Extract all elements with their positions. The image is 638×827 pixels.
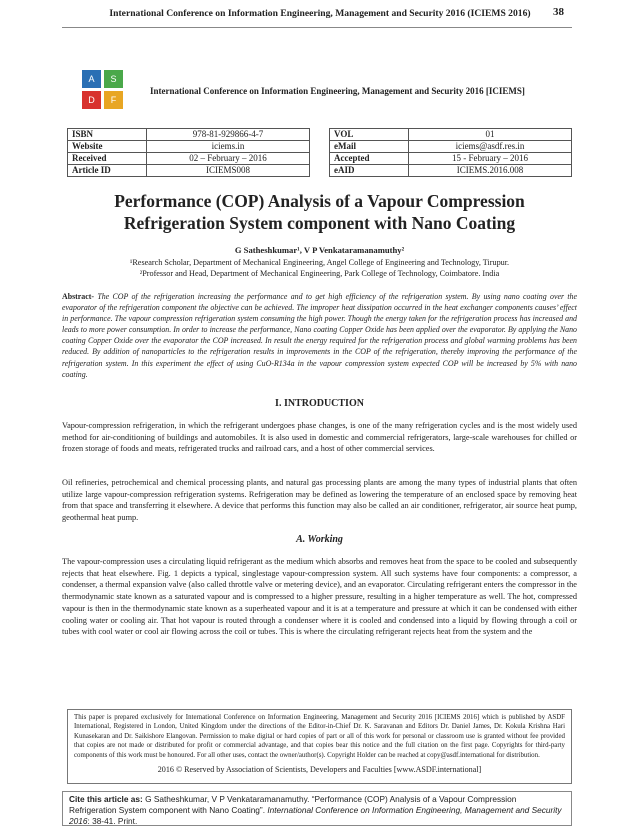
running-head: International Conference on Information Engineering, Management and Security 2016 (ICIEMS 2016): [109, 8, 531, 19]
logo-square-d: [82, 91, 101, 109]
affiliation-1: ¹Research Scholar, Department of Mechanical Engineering, Angel College of Engineering and Technology, Tirupur.: [129, 258, 510, 267]
citation-conference: International Conference on Information Engineering, Management and Security 2016: [69, 805, 562, 826]
meta-value: 01: [409, 129, 572, 141]
footer-copyright: 2016 © Reserved by Association of Scientists, Developers and Faculties [www.ASDF.international]: [157, 765, 482, 775]
page-number: 38: [553, 6, 564, 18]
meta-table-right: [329, 128, 572, 177]
footer-notice: This paper is prepared exclusively for International Conference on Information Engineering, Management and Security 2016 [ICIEMS 2016] which is published by ASDF International, Registered in London, United Kingdom under the directions of the Editor-in-Chief Dr. K. Saravanan and Editors Dr. Daniel James, Dr. Kokula Krishna Hari Kunasekaran and Dr. Saikishore Elangovan. Permission to make digital or hard copies of part or all of this work for personal or classroom use is granted without fee provided that copies are not made or distributed for profit or commercial advantage, and that copies bear this notice and the full citation on the first page. Copyrights for third-party components of this work must be honoured. For all other uses, contact the owner/author(s). Copyright Holder can be reached at copy@asdf.international for distribution.: [74, 714, 565, 759]
citation-label: Cite this article as:: [69, 794, 143, 804]
meta-value: iciems@asdf.res.in: [409, 141, 572, 153]
meta-row: [68, 141, 310, 153]
title-line-2: Refrigeration System component with Nano Coating: [123, 213, 516, 233]
meta-value: 15 - February – 2016: [409, 153, 572, 165]
logo-letter-a: A: [88, 74, 95, 84]
meta-key: Received: [68, 153, 147, 165]
meta-value: 978-81-929866-4-7: [147, 129, 310, 141]
working-paragraph: The vapour-compression uses a circulating liquid refrigerant as the medium which absorbs and removes heat from the space to be cooled and subsequently rejects that heat elsewhere. Fig. 1 depicts a typical, singlestage vapour-compression system. All such systems have four components: a compressor, a condenser, a thermal expansion valve (also called throttle valve or metering device), and an evaporator. Circulating refrigerant enters the compressor in the thermodynamic state known as a saturated vapour and is compressed to a higher pressure, resulting in a higher temperature as well. The hot, compressed vapour is then in the thermodynamic state known as a superheated vapour and it is at a temperature and pressure at which it can be condensed with either cooling water or cooling air. That hot vapour is routed through a condenser where it is cooled and condensed into a liquid by flowing through a coil or tubes with cool water or cool air flowing across the coil or tubes. This is where the circulating refrigerant rejects heat from the system and the: [62, 557, 577, 637]
citation-text: G Satheshkumar, V P Venkataramanamuthy. “Performance (COP) Analysis of a Vapour Compression Refrigeration System component with Nano Coating”.: [69, 794, 517, 815]
meta-value: iciems.in: [147, 141, 310, 153]
meta-row: [330, 165, 572, 177]
affiliation-2: ²Professor and Head, Department of Mechanical Engineering, Park College of Technology, Coimbatore. India: [139, 269, 500, 278]
logo-letter-s: S: [110, 74, 117, 84]
meta-key: Website: [68, 141, 147, 153]
meta-key: Accepted: [330, 153, 409, 165]
title-line-1: Performance (COP) Analysis of a Vapour Compression: [114, 191, 525, 211]
asdf-logo: [82, 70, 124, 110]
citation-pages: : 38-41. Print.: [87, 816, 138, 826]
meta-row: [68, 129, 310, 141]
abstract: [62, 291, 577, 380]
logo-letter-f: F: [110, 95, 117, 105]
meta-row: [330, 141, 572, 153]
meta-key: ISBN: [68, 129, 147, 141]
meta-row: [330, 153, 572, 165]
meta-row: [330, 129, 572, 141]
logo-letter-d: D: [88, 95, 95, 105]
abstract-text: The COP of the refrigeration increasing the performance and to get high efficiency of the refrigeration system. By using nano coating over the evaporator of the refrigeration component the objective can be achieved. The improper heat dissipation occurred in the heat exchanger components causes’ effect in performance. The vapour compression refrigeration system consuming the high power. Though the energy taken for the refrigeration process has increased and leads to more power consumption. In order to increase the performance, Nano coating Copper Oxide has been applied over the evaporator. By applying the Nano coating Copper Oxide over the evaporator the COP increased. In result the energy required for the refrigeration process and global warming problems has been reduced. By addition of nanoparticles to the refrigeration results in improvements in the COP of the refrigeration, thereby improving the performance of the refrigeration system. In this experiment the effect of using CuO-R134a in the vapour compression system expected COP will be increased by 5% with nano coating.: [62, 292, 577, 379]
conference-title: International Conference on Information Engineering, Management and Security 2016 [ICIEMS]: [150, 86, 525, 96]
header-rule: [62, 27, 572, 28]
citation-box: [62, 791, 572, 826]
section-heading-introduction: I. INTRODUCTION: [275, 398, 364, 409]
meta-row: [68, 153, 310, 165]
logo-square-s: [104, 70, 123, 88]
paper-title: [62, 190, 577, 234]
logo-square-a: [82, 70, 101, 88]
footer-notice-box: [67, 709, 572, 784]
logo-square-f: [104, 91, 123, 109]
meta-value: 02 – February – 2016: [147, 153, 310, 165]
meta-key: eAID: [330, 165, 409, 177]
meta-table-left: [67, 128, 310, 177]
abstract-label: Abstract-: [62, 292, 94, 301]
meta-key: eMail: [330, 141, 409, 153]
meta-key: Article ID: [68, 165, 147, 177]
subsection-heading-working: A. Working: [296, 534, 343, 545]
authors: G Satheshkumar¹, V P Venkataramanamuthy²: [234, 245, 405, 255]
meta-row: [68, 165, 310, 177]
meta-value: ICIEMS.2016.008: [409, 165, 572, 177]
intro-paragraph-1: Vapour-compression refrigeration, in which the refrigerant undergoes phase changes, is one of the many refrigeration cycles and is the most widely used method for air-conditioning of buildings and automobiles. It is also used in domestic and commercial refrigerators, large-scale warehouses for chilled or frozen storage of foods and meats, refrigerated trucks and railroad cars, and a host of other commercial services.: [62, 421, 577, 454]
intro-paragraph-2: Oil refineries, petrochemical and chemical processing plants, and natural gas processing plants are among the many types of industrial plants that often utilize large vapour-compression refrigeration systems. Refrigeration may be defined as lowering the temperature of an enclosed space by removing heat from that space and transferring it elsewhere. A device that performs this function may also be called an air conditioner, refrigerator, air source heat pump, geothermal heat pump.: [62, 478, 577, 523]
meta-value: ICIEMS008: [147, 165, 310, 177]
meta-key: VOL: [330, 129, 409, 141]
